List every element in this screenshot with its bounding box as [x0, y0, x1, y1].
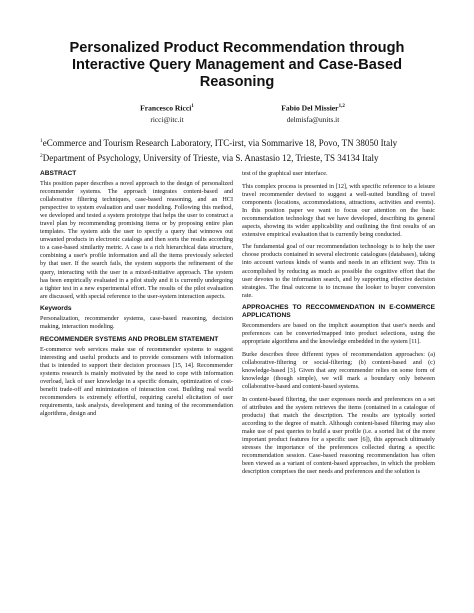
- body-paragraph: test of the graphical user interface.: [242, 170, 328, 177]
- section-paragraph: Burke describes three different types of recommendation approaches: (a) collaborative-filtering or social-filtering; (b) content-based and (c) knowledge-based [3]. Given that any recommender relies on some form of knowledge (though simple), we will mark a boundary only between collaborative-based and content-based systems.: [242, 350, 435, 391]
- abstract-text: This position paper describes a novel approach to the design of personalized recommender systems. The approach integrates content-based and collaborative filtering techniques, case-based reasoning, and an HCI perspective to system evaluation and user modeling. Following this method, we developed and tested a system prototype that helps the user to construct a travel plan by recommending promising items or by proposing entire plan templates. The system aids the user to specify a query that winnows out unwanted products in electronic catalogs and then sorts the results according to a case-based similarity metric. A case is a rich hierarchical data structure, combining a user's profile information and all the items previously selected by that user. If the search fails, the system supports the refinement of the query, interacting with the user in a mixed-initiative approach. The system has been empirically evaluated in a pilot study and it is currently undergoing a tighter test in a new experimental effort. The results of the pilot evaluation are discussed, with special reference to the user-system interaction aspects.: [40, 180, 233, 300]
- body-paragraph: This complex process is presented in [12], with specific reference to a leisure travel recommender devised to suggest a well-suited bundling of travel components (locations, accommodations, attractions, activities and events). In this position paper we want to focus our attention on the basic recommendation technology that we have developed, describing its general aspects, showing its wider applicability and outlining the first results of an extensive empirical evaluation that is currently being conducted.: [242, 182, 435, 238]
- left-column: [40, 170, 233, 423]
- affiliation-line: [40, 135, 440, 150]
- author-block-1: [92, 101, 242, 126]
- section-paragraph: Recommenders are based on the implicit assumption that user's needs and preferences can be converted/mapped into product selections, using the appropriate algorithms and the knowledge embedded in the system [11].: [242, 322, 435, 346]
- affiliation-text: eCommerce and Tourism Research Laboratory, ITC-irst, via Sommarive 18, Povo, TN 38050 Italy: [42, 138, 398, 148]
- body-paragraph: The fundamental goal of our recommendation technology is to help the user choose products contained in several electronic catalogues (databases), taking into account various kinds of wants and needs in an efficient way. This is accomplished by reducing as much as possible the cognitive effort that the user devotes to the information search, and by supporting effective decision strategies. The final outcome is to increase the looker to buyer conversion rate.: [242, 243, 435, 299]
- author-block-2: [238, 101, 388, 126]
- author-name: Fabio Del Missier: [281, 103, 339, 113]
- affiliation-marker: 2: [40, 153, 43, 159]
- affiliation-marker: 1: [40, 138, 43, 144]
- affiliation-line: [40, 150, 440, 165]
- affiliation-text: Department of Psychology, University of Trieste, via S. Anastasio 12, Trieste, TS 34134 Italy: [42, 153, 379, 163]
- author-email: ricci@itc.it: [150, 115, 184, 125]
- author-affil-marker: 1,2: [338, 104, 345, 109]
- section-heading: APPROACHES TO RECCOMMENDATION IN E-COMMERCE APPLICATIONS: [242, 304, 435, 320]
- keywords-heading: Keywords: [40, 305, 72, 313]
- affiliations: [40, 135, 440, 165]
- keywords-text: Personalization, recommender systems, case-based reasoning, decision making, interaction modeling.: [40, 315, 233, 331]
- abstract-heading: ABSTRACT: [40, 170, 77, 177]
- author-affil-marker: 1: [191, 104, 194, 109]
- section-paragraph: In content-based filtering, the user expresses needs and preferences on a set of attributes and the system retrieves the items (contained in a catalogue of products) that match the description. The results are typically sorted according to the degree of match. Although content-based filtering may also make use of past queries to build a user profile (i.e. a sorted list of the more important product features for a specific user [6]), this approach ultimately stresses the importance of the preferences collected during a specific recommendation session. Case-based reasoning recommendation has often been viewed as a variant of content-based approaches, in which the problem description comprises the user needs and preferences and the solution is: [242, 395, 435, 475]
- author-email: delmisfa@units.it: [286, 115, 340, 125]
- right-column: [242, 170, 435, 481]
- section-heading: RECOMMENDER SYSTEMS AND PROBLEM STATEMENT: [40, 335, 219, 343]
- paper-title: Personalized Product Recommendation through Interactive Query Management and Case-Based Reasoning: [69, 40, 405, 90]
- author-name: Francesco Ricci: [140, 103, 192, 113]
- section-paragraph: E-commerce web services make use of recommender systems to suggest interesting and useful products and to provide consumers with information that is intended to support their decision processes [15, 14]. Recommender systems research is mainly motivated by the need to cope with information overload, lack of user knowledge in a specific domain, optimization of cost-benefit trade-off and minimization of interaction cost. Building real world recommenders is extremely effortful, requiring careful elicitation of user requirements, task analysis, development and tuning of the recommendation algorithms, design and: [40, 345, 233, 418]
